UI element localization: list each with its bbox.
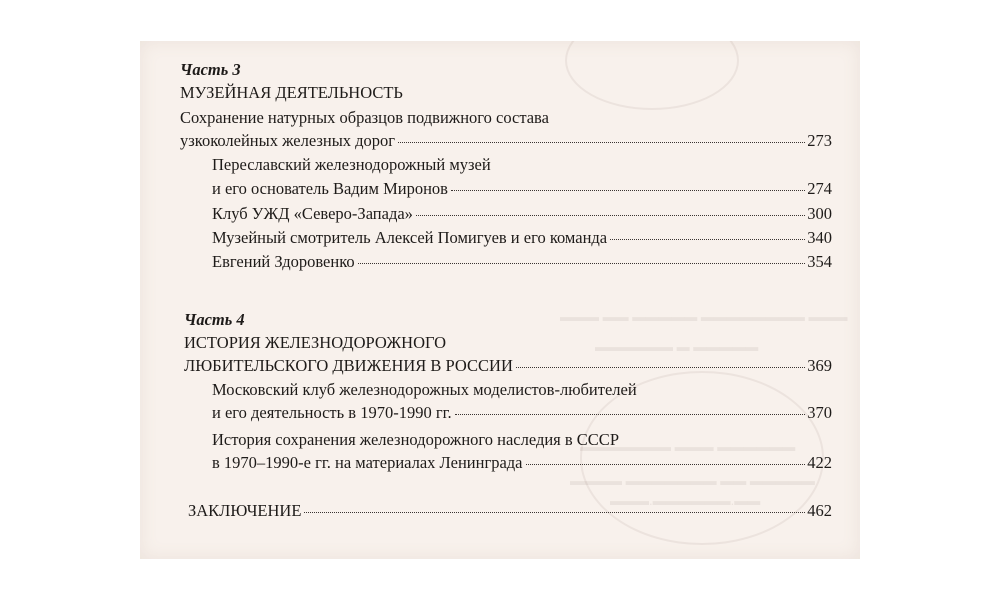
toc-entry[interactable]: узкоколейных железных дорог 273	[180, 131, 832, 150]
part4-title-line: ИСТОРИЯ ЖЕЛЕЗНОДОРОЖНОГО	[184, 333, 447, 352]
page-number: 462	[807, 501, 832, 520]
toc-subentry-line: Московский клуб железнодорожных моделистов-любителей	[212, 380, 637, 399]
page-number: 354	[807, 252, 832, 271]
bleed-through-text: ▬▬▬▬▬▬▬ ▬▬▬ ▬▬▬▬▬▬	[580, 439, 796, 454]
dot-leader	[610, 238, 805, 240]
page-number: 300	[807, 204, 832, 223]
page-number: 340	[807, 228, 832, 247]
toc-subentry[interactable]: и его деятельность в 1970-1990 гг. 370	[212, 403, 832, 422]
dot-leader	[455, 413, 806, 415]
page-number: 273	[807, 131, 832, 150]
toc-subentry[interactable]: Евгений Здоровенко 354	[212, 252, 832, 271]
dot-leader	[451, 189, 805, 191]
page-number: 369	[807, 356, 832, 375]
bleed-through-text: ▬▬▬.▬▬▬▬▬▬.▬▬	[610, 493, 761, 508]
dot-leader	[526, 463, 806, 465]
toc-entry-line: Сохранение натурных образцов подвижного состава	[180, 108, 549, 127]
bleed-through-text: ▬▬▬ ▬▬ ▬▬▬▬▬ ▬▬▬▬▬▬▬▬ ▬▬▬	[560, 309, 848, 324]
part4-title[interactable]: ЛЮБИТЕЛЬСКОГО ДВИЖЕНИЯ В РОССИИ 369	[184, 356, 832, 375]
toc-subentry[interactable]: Музейный смотритель Алексей Помигуев и его команда 340	[212, 228, 832, 247]
dot-leader	[358, 262, 806, 264]
part4-label: Часть 4	[184, 310, 245, 329]
dot-leader	[416, 214, 805, 216]
toc-conclusion[interactable]: ЗАКЛЮЧЕНИЕ 462	[188, 501, 832, 520]
toc-subentry[interactable]: в 1970–1990-е гг. на материалах Ленинграда 422	[212, 453, 832, 472]
bleed-through-text: ▬▬▬▬ ▬▬▬▬▬▬▬ ▬▬ ▬▬▬▬▬	[570, 473, 815, 488]
page-number: 370	[807, 403, 832, 422]
dot-leader	[304, 511, 805, 513]
toc-subentry-line: Переславский железнодорожный музей	[212, 155, 491, 174]
dot-leader	[516, 366, 805, 368]
book-page	[140, 41, 860, 559]
toc-subentry-line: История сохранения железнодорожного наследия в СССР	[212, 430, 619, 449]
toc-subentry[interactable]: Клуб УЖД «Северо-Запада» 300	[212, 204, 832, 223]
dot-leader	[398, 141, 805, 143]
toc-subentry[interactable]: и его основатель Вадим Миронов 274	[212, 179, 832, 198]
part3-title: МУЗЕЙНАЯ ДЕЯТЕЛЬНОСТЬ	[180, 83, 403, 102]
bleed-through-stamp	[565, 41, 739, 110]
part3-label: Часть 3	[180, 60, 241, 79]
bleed-through-text: ▬▬▬▬▬▬ ▬ ▬▬▬▬▬	[595, 339, 759, 354]
page-number: 422	[807, 453, 832, 472]
page-number: 274	[807, 179, 832, 198]
